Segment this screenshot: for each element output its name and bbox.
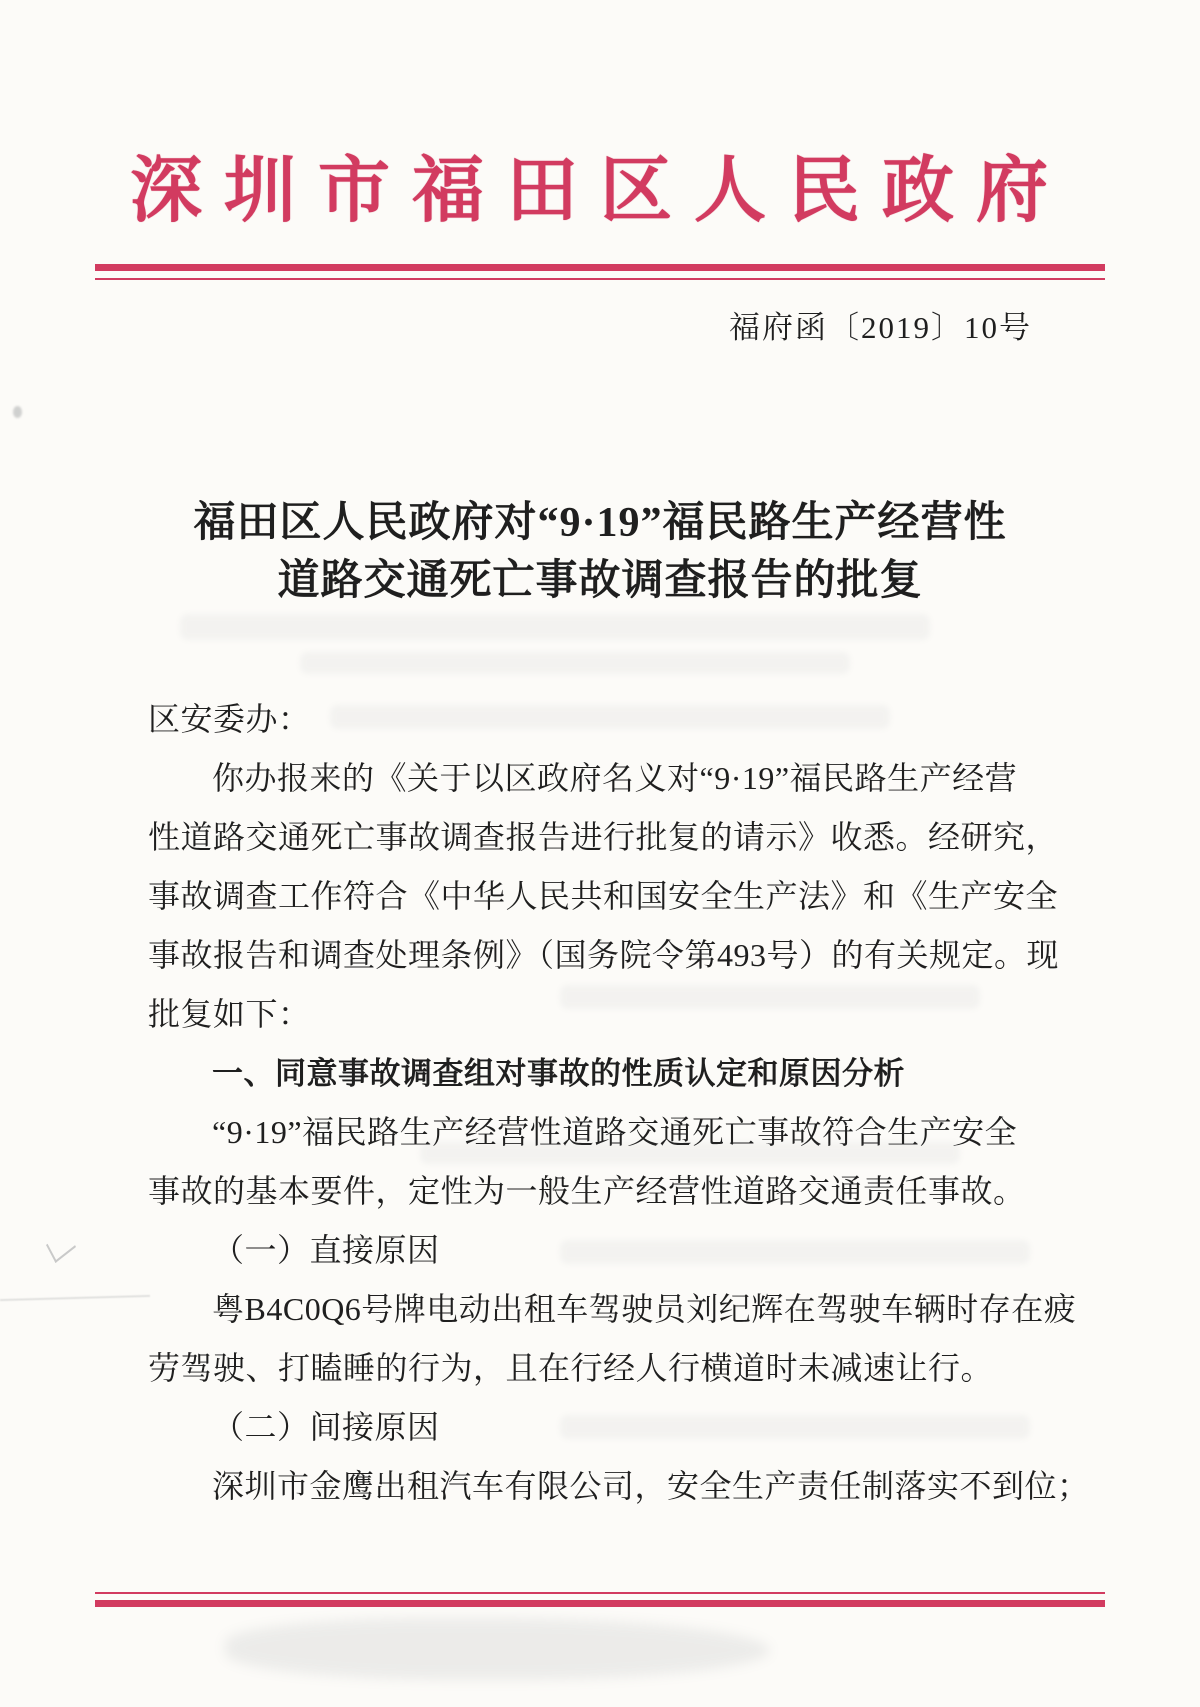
document-title (0, 494, 1200, 610)
footer-rule-thick (95, 1600, 1105, 1607)
paragraph1-line4: 事故报告和调查处理条例》（国务院令第493号）的有关规定。现 (148, 937, 1060, 973)
bleedthrough-artifact (180, 614, 930, 640)
paragraph1-line2: 性道路交通死亡事故调查报告进行批复的请示》收悉。经研究， (148, 819, 1059, 855)
document-title-line-2: 道路交通死亡事故调查报告的批复 (277, 558, 923, 604)
letterhead-agency-name: 深圳市福田区人民政府 (129, 151, 1070, 231)
paragraph3-line2: 劳驾驶、打瞌睡的行为，且在行经人行横道时未减速让行。 (148, 1350, 994, 1386)
salutation: 区安委办： (148, 701, 311, 737)
pencil-mark (46, 1229, 76, 1263)
bleedthrough-smudge (225, 1618, 770, 1680)
subsection1-heading: （一）直接原因 (212, 1232, 440, 1268)
letterhead-rule-thin (95, 278, 1105, 280)
paragraph4-line1: 深圳市金鹰出租汽车有限公司，安全生产责任制落实不到位； (212, 1468, 1090, 1504)
pencil-mark (13, 406, 22, 418)
paragraph1-line3: 事故调查工作符合《中华人民共和国安全生产法》和《生产安全 (148, 878, 1059, 914)
scratch-mark (0, 1295, 150, 1301)
document-title-line-1: 福田区人民政府对“9·19”福民路生产经营性 (193, 500, 1007, 546)
section1-heading: 一、同意事故调查组对事故的性质认定和原因分析 (212, 1056, 905, 1091)
paragraph1-line1: 你办报来的《关于以区政府名义对“9·19”福民路生产经营 (212, 760, 1018, 796)
paragraph2-line2: 事故的基本要件，定性为一般生产经营性道路交通责任事故。 (148, 1173, 1026, 1209)
footer-rule-thin (95, 1592, 1105, 1594)
paragraph1-line5: 批复如下： (148, 996, 311, 1032)
document-reference-number: 福府函〔2019〕10号 (729, 310, 1032, 345)
subsection2-heading: （二）间接原因 (212, 1409, 440, 1445)
document-body (148, 690, 1090, 1516)
bleedthrough-artifact (300, 652, 850, 674)
paragraph2-line1: “9·19”福民路生产经营性道路交通死亡事故符合生产安全 (212, 1114, 1018, 1150)
paragraph3-line1: 粤B4C0Q6号牌电动出租车驾驶员刘纪辉在驾驶车辆时存在疲 (212, 1291, 1077, 1327)
letterhead-rule-thick (95, 264, 1105, 271)
